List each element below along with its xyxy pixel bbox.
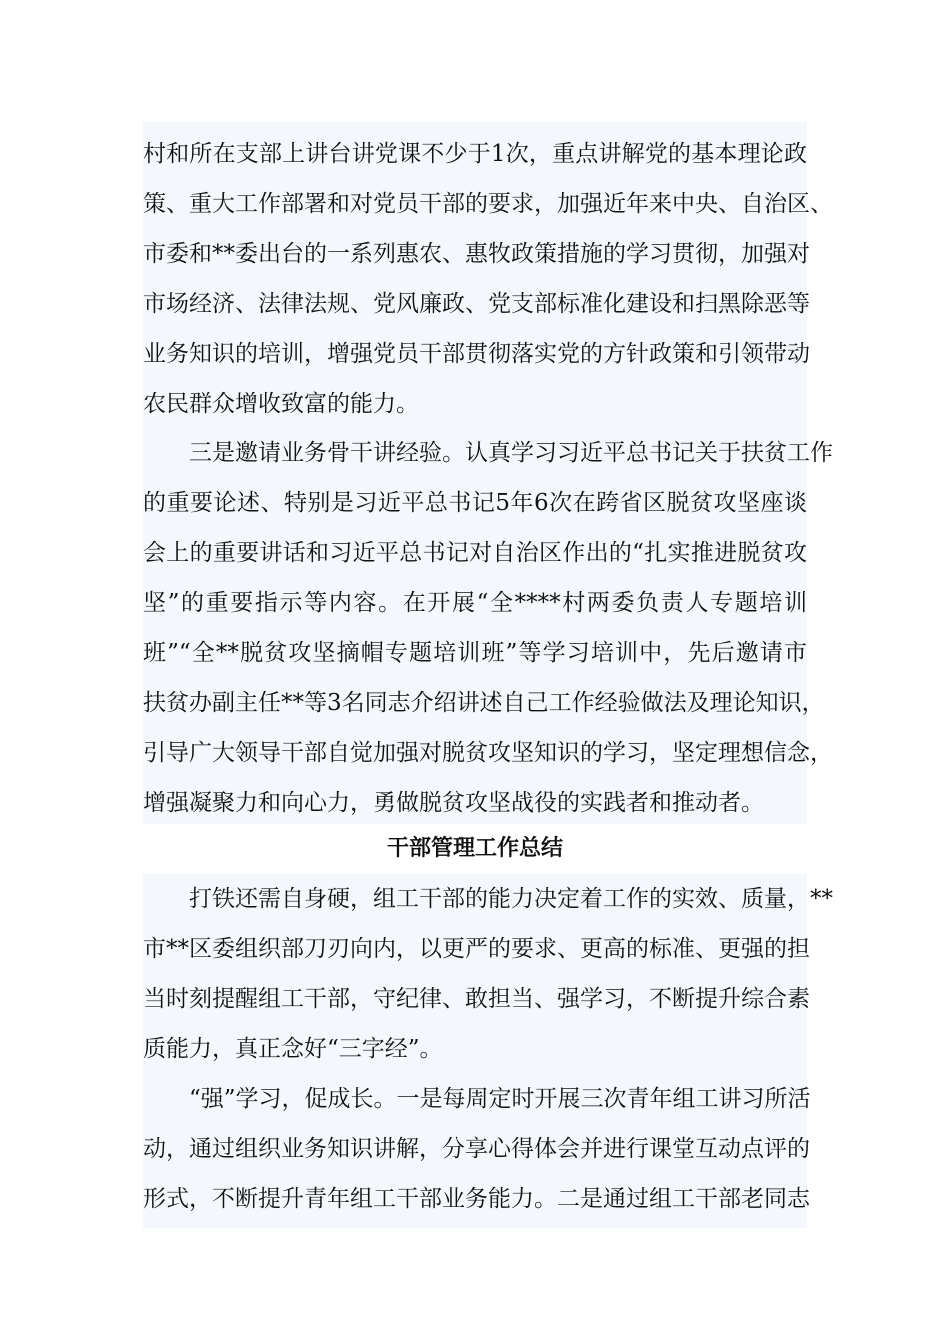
paragraph-line: 班”“全**脱贫攻坚摘帽专题培训班”等学习培训中，先后邀请市 (143, 640, 807, 666)
paragraph-line: 策、重大工作部署和对党员干部的要求，加强近年来中央、自治区、 (143, 191, 833, 217)
document-body (143, 122, 833, 1228)
paragraph-line: 村和所在支部上讲台讲党课不少于1次，重点讲解党的基本理论政 (143, 141, 807, 167)
paragraph-line: 的重要论述、特别是习近平总书记5年6次在跨省区脱贫攻坚座谈 (143, 490, 807, 516)
paragraph-line: 打铁还需自身硬，组工干部的能力决定着工作的实效、质量，** (189, 886, 833, 912)
paragraph-line: 坚”的重要指示等内容。在开展“全****村两委负责人专题培训 (143, 590, 807, 616)
paragraph-line: 三是邀请业务骨干讲经验。认真学习习近平总书记关于扶贫工作 (189, 440, 833, 466)
paragraph-line: 增强凝聚力和向心力，勇做脱贫攻坚战役的实践者和推动者。 (143, 790, 764, 816)
paragraph-line: 质能力，真正念好“三字经”。 (143, 1036, 443, 1062)
paragraph-line: 动，通过组织业务知识讲解，分享心得体会并进行课堂互动点评的 (143, 1136, 810, 1162)
paragraph-line: 形式，不断提升青年组工干部业务能力。二是通过组工干部老同志 (143, 1186, 810, 1212)
paragraph-line: 业务知识的培训，增强党员干部贯彻落实党的方针政策和引领带动 (143, 341, 810, 367)
paragraph-line: 扶贫办副主任**等3名同志介绍讲述自己工作经验做法及理论知识， (143, 690, 825, 716)
section-heading: 干部管理工作总结 (143, 824, 807, 874)
paragraph-line: 引导广大领导干部自觉加强对脱贫攻坚知识的学习，坚定理想信念， (143, 740, 833, 766)
paragraph-line: 当时刻提醒组工干部，守纪律、敢担当、强学习，不断提升综合素 (143, 986, 810, 1012)
paragraph-line: “强”学习，促成长。一是每周定时开展三次青年组工讲习所活 (189, 1086, 811, 1112)
paragraph-line: 市**区委组织部刀刃向内，以更严的要求、更高的标准、更强的担 (143, 936, 810, 962)
paragraph-line: 农民群众增收致富的能力。 (143, 391, 419, 417)
paragraph-line: 市场经济、法律法规、党风廉政、党支部标准化建设和扫黑除恶等 (143, 291, 810, 317)
paragraph-line: 会上的重要讲话和习近平总书记对自治区作出的“扎实推进脱贫攻 (143, 540, 807, 566)
paragraph-line: 市委和**委出台的一系列惠农、惠牧政策措施的学习贯彻，加强对 (143, 241, 810, 267)
